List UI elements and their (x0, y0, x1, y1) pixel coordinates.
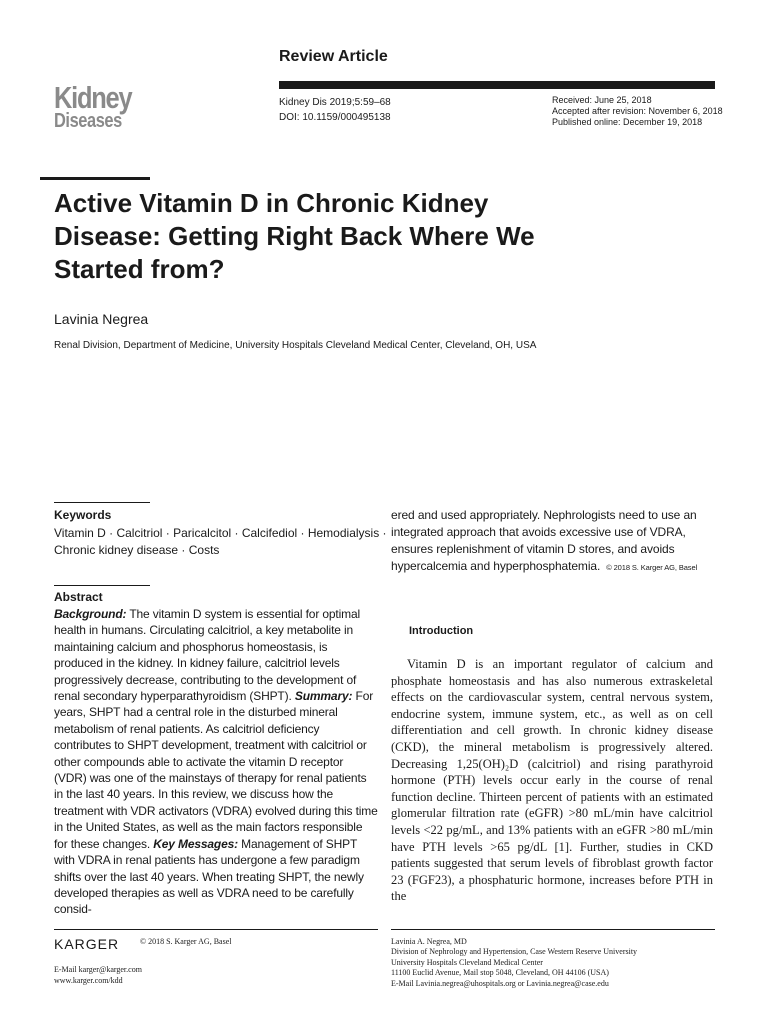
dates-block (552, 95, 723, 128)
introduction-body (391, 656, 713, 905)
correspondence-email[interactable]: E-Mail Lavinia.negrea@uhospitals.org or Lavinia.negrea@case.edu (391, 978, 609, 988)
abstract-body (54, 606, 378, 918)
header-rule (279, 81, 715, 89)
footer-rule-left (54, 929, 378, 930)
footer-rule-right (391, 929, 715, 930)
summary-text: For years, SHPT had a central role in the disturbed mineral metabolism of renal patients. As calcitriol deficiency contributes to SHPT development, treatment with calcitriol or other compounds able to activate the vitamin D receptor (VDR) was one of the mainstays of therapy for renal patients in the last 40 years. In this review, we discuss how the treatment with VDR activators (VDRA) evolved during this time in the United States, as well as the main factors responsible for these changes. (54, 689, 378, 851)
abstract-copyright: © 2018 S. Karger AG, Basel (606, 563, 698, 572)
author-name: Lavinia Negrea (54, 311, 149, 327)
journal-logo-line2: Diseases (54, 110, 122, 132)
accepted-date: Accepted after revision: November 6, 2018 (552, 106, 723, 116)
introduction-heading: Introduction (409, 625, 474, 637)
correspondence-line: Division of Nephrology and Hypertension, Case Western Reserve University (391, 947, 638, 957)
journal-logo-line1: Kidney (54, 80, 132, 115)
keywords-line: Chronic kidney disease · Costs (54, 543, 220, 557)
abstract-heading: Abstract (54, 590, 103, 604)
publisher-contact (54, 964, 142, 986)
keywords-line: Vitamin D · Calcitriol · Paricalcitol · Calcifediol · Hemodialysis · (54, 526, 387, 540)
correspondence-line: University Hospitals Cleveland Medical Center (391, 957, 543, 967)
keywords-list (54, 525, 387, 559)
key-messages-label: Key Messages: (153, 836, 238, 851)
publisher-copyright: © 2018 S. Karger AG, Basel (140, 937, 232, 946)
title-line: Started from? (54, 254, 225, 284)
keywords-rule (54, 502, 150, 503)
summary-label: Summary: (294, 689, 353, 704)
publisher-email[interactable]: E-Mail karger@karger.com (54, 965, 142, 974)
citation: Kidney Dis 2019;5:59–68 (279, 97, 391, 108)
abstract-continuation-text: ered and used appropriately. Nephrologists need to use an integrated approach that avoids excessive use of VDRA, ensures replenishment of vitamin D stores, and avoids hypercalcemia and hyperphosphatemia. (391, 508, 697, 573)
title-line: Active Vitamin D in Chronic Kidney (54, 188, 489, 218)
abstract-rule (54, 585, 150, 586)
abstract-continuation (391, 507, 715, 576)
background-text: The vitamin D system is essential for optimal health in humans. Circulating calcitriol, a key metabolite in maintaining calcium and phosphorus homeostasis, is produced in the kidney. In kidney failure, calcitriol levels progressively decrease, contributing to the development of renal secondary hyperparathyroidism (SHPT). (54, 607, 360, 704)
background-label: Background: (54, 607, 127, 621)
publisher-website[interactable]: www.karger.com/kdd (54, 976, 123, 985)
key-messages-text: Management of SHPT with VDRA in renal patients has undergone a few paradigm shifts over the last 40 years. When treating SHPT, the newly developed therapies as well as VDRA need to be carefully consid- (54, 836, 364, 917)
title-rule (40, 177, 150, 180)
introduction-paragraph: Vitamin D is an important regulator of calcium and phosphate homeostasis and has also numerous extraskeletal effects on the cardiovascular system, central nervous system, endocrine system, immune system, etc., as well as on cell differentiation and cell growth. In chronic kidney disease (CKD), the mineral metabolism is progressively altered. Decreasing 1,25(OH)₂D (calcitriol) and rising parathyroid hormone (PTH) levels occur early in the course of renal function decline. Thirteen percent of patients with an estimated glomerular filtration rate (eGFR) >80 mL/min have calcitriol levels <22 pg/mL, and 13% patients with an eGFR >80 mL/min have PTH levels >65 pg/dL [1]. Further, studies in CKD patients suggested that serum levels of fibroblast growth factor 23 (FGF23), a phosphaturic hormone, increases before PTH in the (391, 657, 713, 904)
doi[interactable]: DOI: 10.1159/000495138 (279, 112, 391, 123)
published-date: Published online: December 19, 2018 (552, 117, 703, 127)
keywords-heading: Keywords (54, 508, 112, 522)
journal-logo (54, 82, 164, 134)
publisher-logo: KARGER (54, 936, 120, 952)
received-date: Received: June 25, 2018 (552, 95, 652, 105)
title-line: Disease: Getting Right Back Where We (54, 221, 535, 251)
correspondence-line: Lavinia A. Negrea, MD (391, 937, 467, 946)
correspondence-line: 11100 Euclid Avenue, Mail stop 5048, Cleveland, OH 44106 (USA) (391, 968, 609, 978)
author-affiliation: Renal Division, Department of Medicine, University Hospitals Cleveland Medical Center, Cleveland, OH, USA (54, 340, 537, 351)
author-correspondence (391, 937, 637, 989)
citation-block (279, 95, 391, 125)
article-type-label: Review Article (279, 48, 388, 65)
article-title (54, 187, 614, 286)
